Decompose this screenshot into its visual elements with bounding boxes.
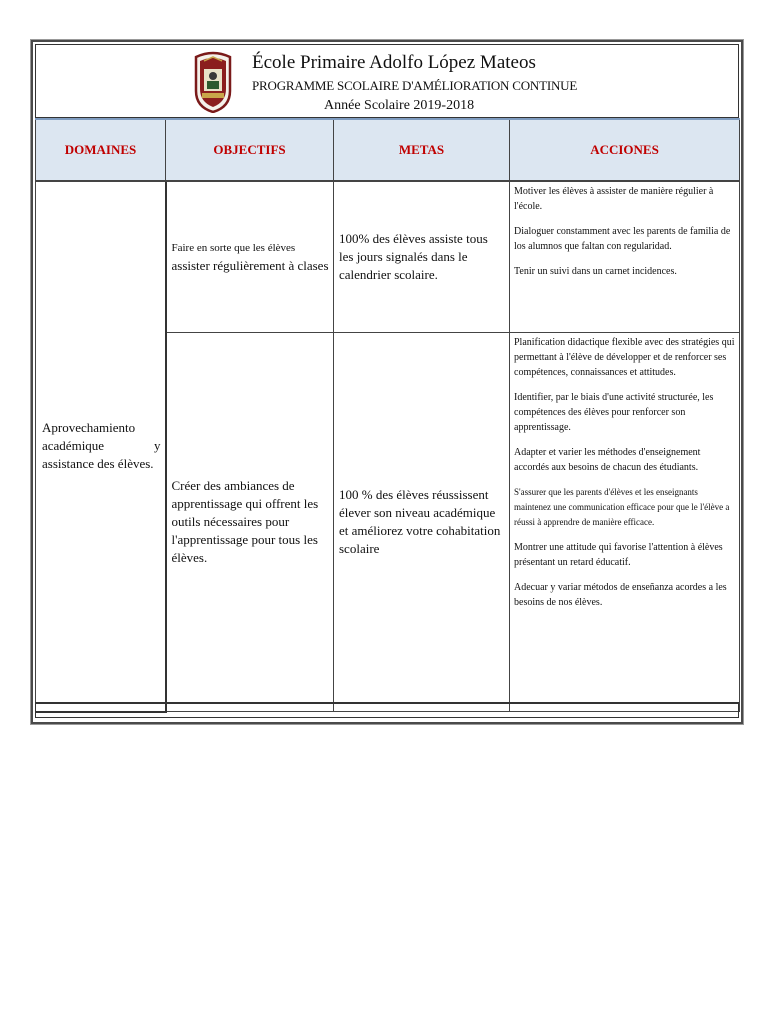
meta-cell: 100 % des élèves réussissent élever son niveau académique et améliorez votre cohabitation scolaire [334, 333, 510, 712]
column-header-acciones: ACCIONES [510, 119, 740, 181]
objectif-intro: Faire en sorte que les élèves [171, 242, 296, 254]
school-year: Année Scolaire 2019-2018 [324, 98, 475, 113]
column-header-objectifs: OBJECTIFS [166, 119, 334, 181]
meta-cell: 100% des élèves assiste tous les jours signalés dans le calendrier scolaire. [334, 181, 510, 333]
actions-cell [510, 181, 740, 333]
objectif-cell [166, 181, 334, 333]
school-name: École Primaire Adolfo López Mateos [252, 52, 536, 73]
action-item: Planification didactique flexible avec des stratégies qui permettant à l'élève de développer et de renforcer ses compétences, connaissances et attitudes. [514, 337, 735, 378]
action-item: Montrer une attitude qui favorise l'attention à élèves présentant un retard éducatif. [514, 542, 723, 568]
table-header-row [36, 119, 740, 181]
action-item: Motiver les élèves à assister de manière régulier à l'école. [514, 186, 714, 212]
action-item: Identifier, par le biais d'une activité structurée, les compétences des élèves pour renforcer son apprentissage. [514, 392, 714, 433]
column-header-domaines: DOMAINES [36, 119, 166, 181]
objectif-text: assister régulièrement à clases [171, 258, 329, 273]
program-title: PROGRAMME SCOLAIRE D'AMÉLIORATION CONTINUE [252, 78, 578, 93]
objectif-cell: Créer des ambiances de apprentissage qui offrent les outils nécessaires pour l'apprentissage pour tous les élèves. [166, 333, 334, 712]
action-item: Tenir un suivi dans un carnet incidences. [514, 266, 677, 277]
domain-cell: Aprovechamiento académique y assistance des élèves. [36, 181, 166, 712]
action-item: Adapter et varier les méthodes d'enseignement accordés aux besoins de chacun des étudiants. [514, 447, 701, 473]
action-item: Dialoguer constamment avec les parents de familia de los alumnos que faltan con regularidad. [514, 226, 731, 252]
table-row [36, 181, 740, 333]
table-footer-bar [35, 702, 739, 718]
column-header-metas: METAS [334, 119, 510, 181]
action-item: Adecuar y variar métodos de enseñanza acordes a les besoins de nos élèves. [514, 582, 727, 608]
school-crest-icon [192, 51, 234, 113]
program-table [35, 118, 740, 713]
actions-cell [510, 333, 740, 712]
action-item: S'assurer que les parents d'élèves et les enseignants maintenez une communication efficace pour que le l'élève a réussi à apprendre de manière efficace. [514, 487, 730, 527]
document-header [35, 44, 739, 118]
